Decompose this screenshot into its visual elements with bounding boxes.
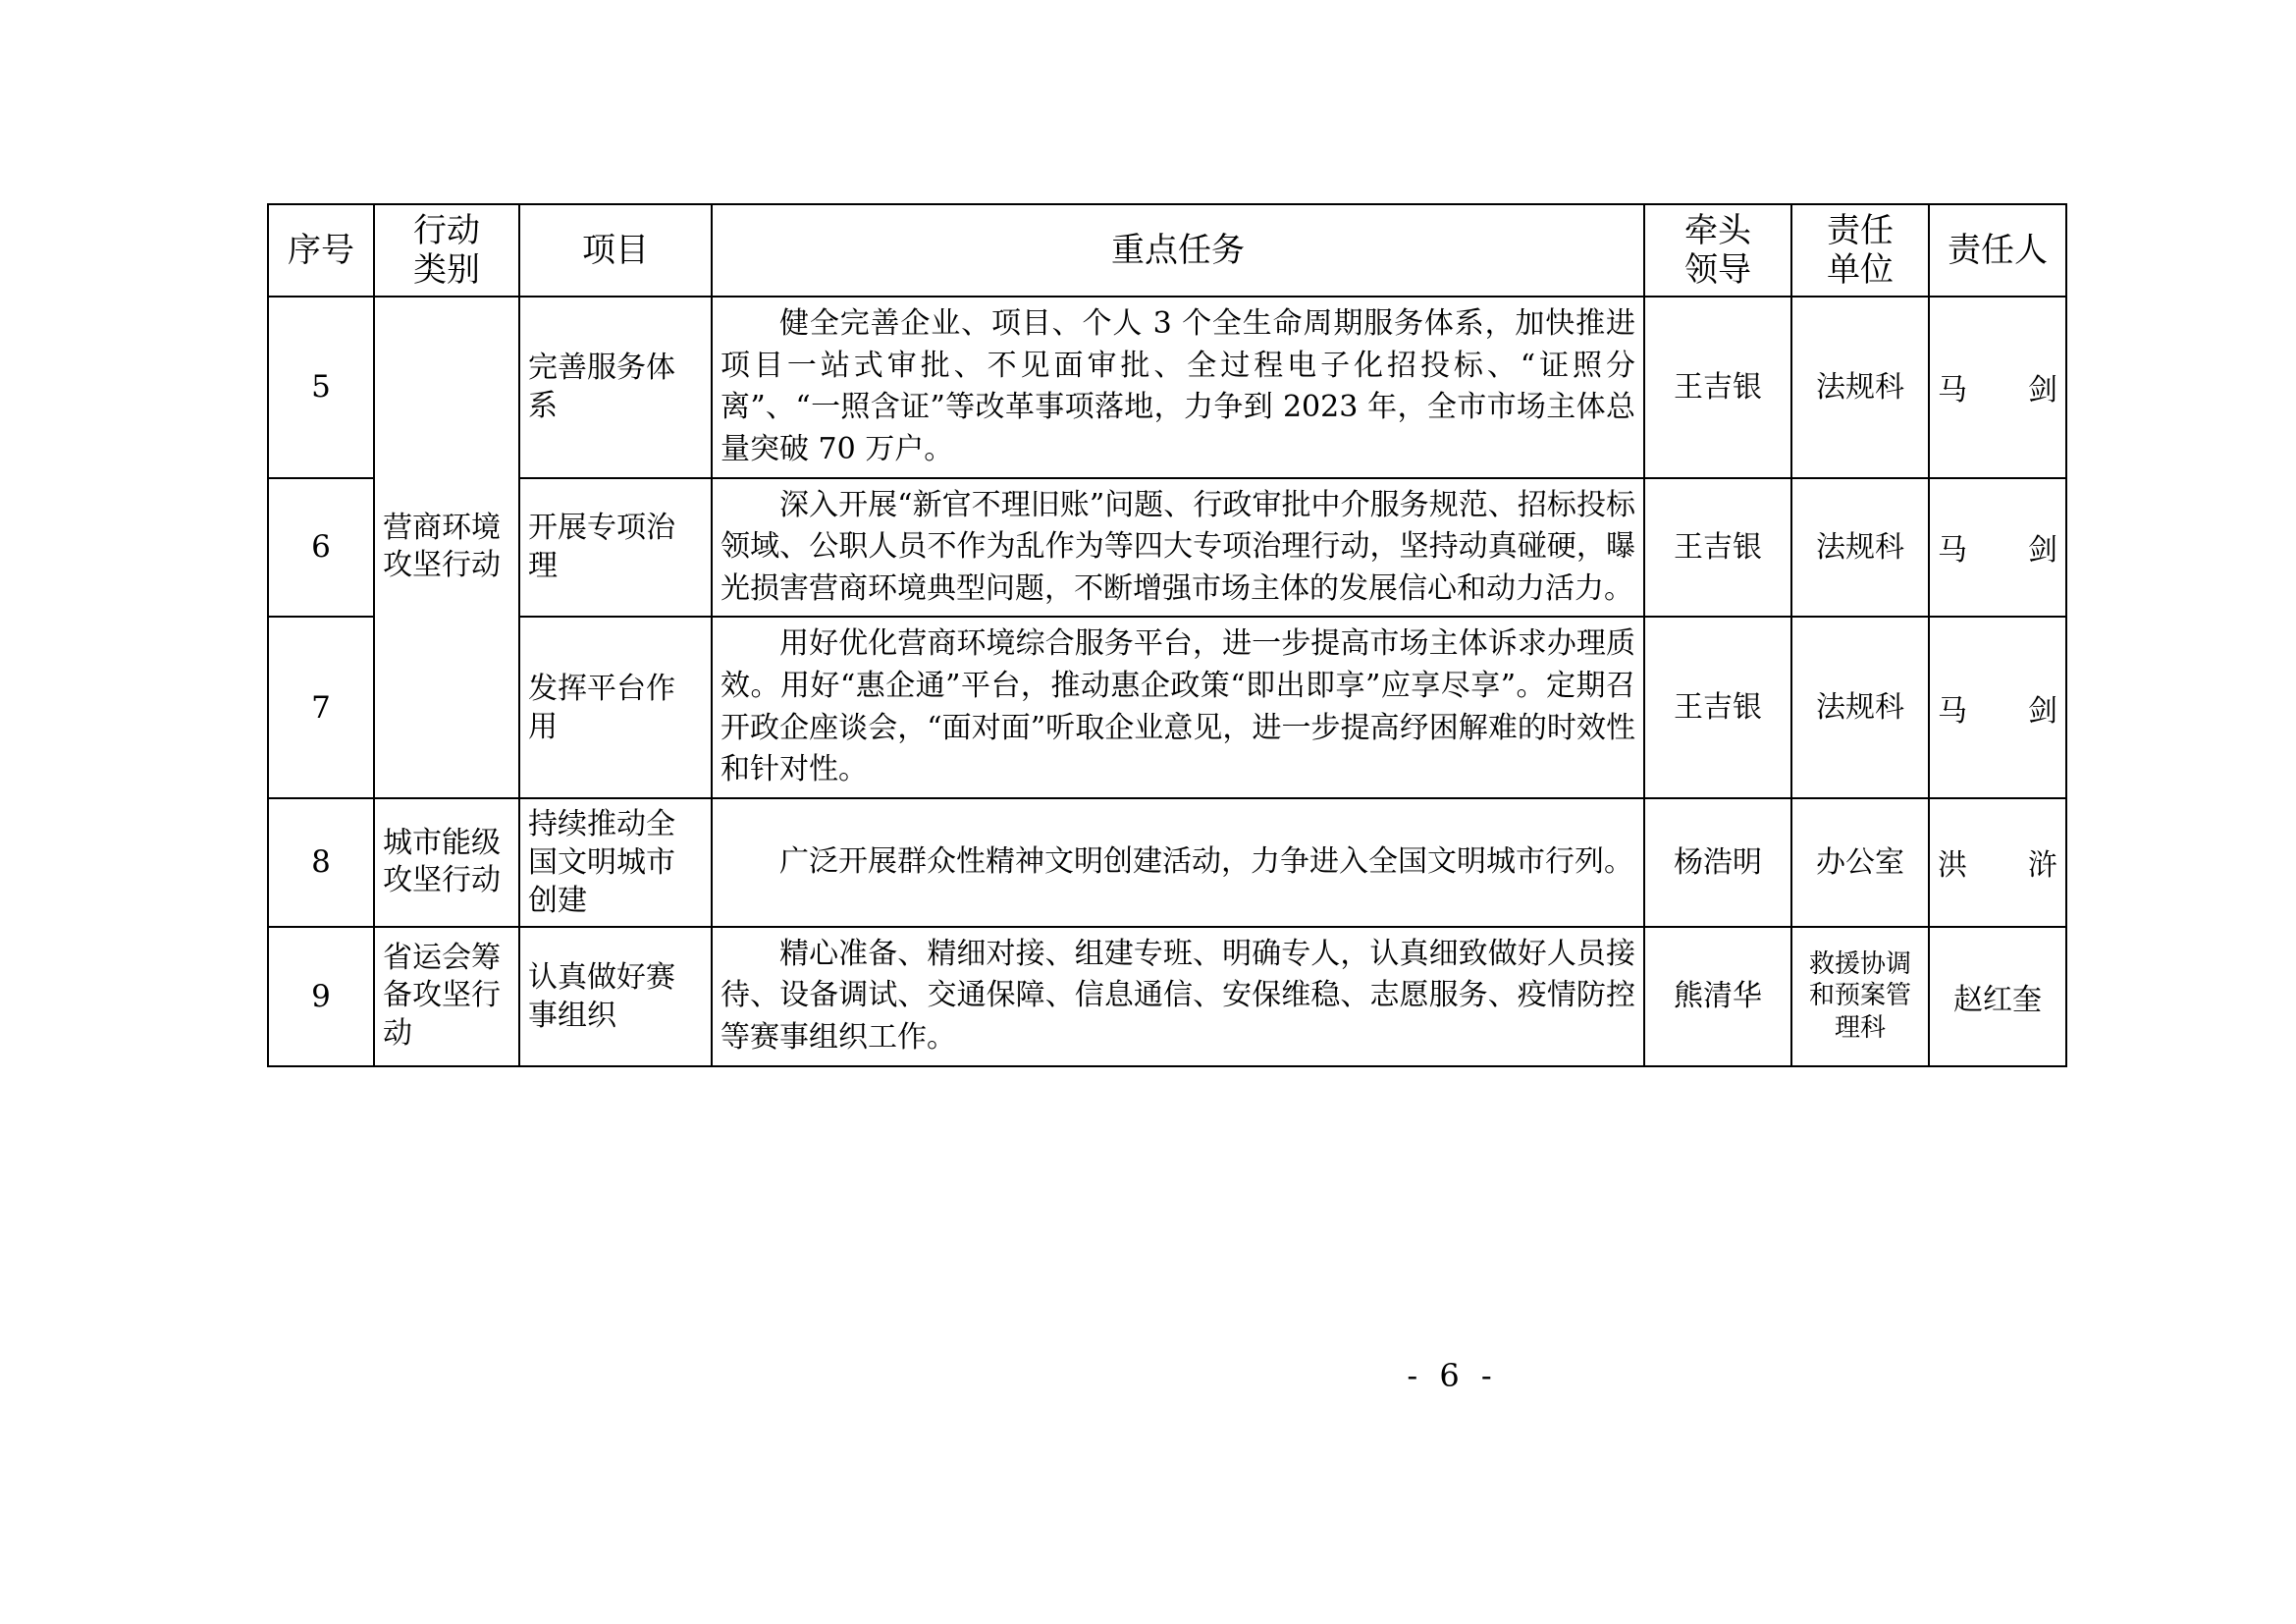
cell-project: 开展专项治理 [519, 478, 712, 618]
task-table-container [267, 203, 2057, 1067]
cell-task: 健全完善企业、项目、个人 3 个全生命周期服务体系，加快推进项目一站式审批、不见面审批、全过程电子化招投标、“证照分离”、“一照含证”等改革事项落地，力争到 2023 年，全市市场主体总量突破 70 万户。 [712, 297, 1644, 477]
cell-leader: 王吉银 [1644, 297, 1791, 477]
cell-unit: 办公室 [1791, 798, 1929, 927]
cell-unit: 法规科 [1791, 617, 1929, 797]
cell-project: 持续推动全国文明城市创建 [519, 798, 712, 927]
cell-leader: 王吉银 [1644, 478, 1791, 618]
cell-project: 完善服务体系 [519, 297, 712, 477]
task-table [267, 203, 2067, 1067]
header-category-line2: 类别 [413, 250, 480, 291]
header-leader-line1: 牵头 [1684, 211, 1751, 250]
table-row [268, 798, 2066, 927]
cell-leader: 王吉银 [1644, 617, 1791, 797]
cell-leader: 熊清华 [1644, 927, 1791, 1066]
table-body [268, 297, 2066, 1065]
cell-task: 精心准备、精细对接、组建专班、明确专人，认真细致做好人员接待、设备调试、交通保障、信息通信、安保维稳、志愿服务、疫情防控等赛事组织工作。 [712, 927, 1644, 1066]
cell-person: 马 剑 [1929, 478, 2066, 618]
cell-no: 7 [268, 617, 374, 797]
cell-person: 马 剑 [1929, 617, 2066, 797]
cell-unit: 法规科 [1791, 297, 1929, 477]
cell-no: 8 [268, 798, 374, 927]
header-cell-leader [1644, 204, 1791, 297]
header-unit-line1: 责任 [1827, 211, 1894, 250]
header-cell-no: 序号 [268, 204, 374, 297]
header-cell-task: 重点任务 [712, 204, 1644, 297]
table-row [268, 478, 2066, 618]
header-unit-line2: 单位 [1827, 250, 1894, 291]
cell-project: 认真做好赛事组织 [519, 927, 712, 1066]
cell-unit: 救援协调和预案管理科 [1791, 927, 1929, 1066]
cell-task: 用好优化营商环境综合服务平台，进一步提高市场主体诉求办理质效。用好“惠企通”平台，推动惠企政策“即出即享”应享尽享”。定期召开政企座谈会，“面对面”听取企业意见，进一步提高纾困解难的时效性和针对性。 [712, 617, 1644, 797]
table-header-row [268, 204, 2066, 297]
table-header [268, 204, 2066, 297]
cell-leader: 杨浩明 [1644, 798, 1791, 927]
cell-category: 城市能级攻坚行动 [374, 798, 519, 927]
table-row [268, 297, 2066, 477]
cell-no: 6 [268, 478, 374, 618]
header-leader-line2: 领导 [1684, 250, 1751, 291]
cell-task: 深入开展“新官不理旧账”问题、行政审批中介服务规范、招标投标领域、公职人员不作为乱作为等四大专项治理行动，坚持动真碰硬，曝光损害营商环境典型问题，不断增强市场主体的发展信心和动力活力。 [712, 478, 1644, 618]
cell-category: 营商环境攻坚行动 [374, 297, 519, 798]
header-cell-person: 责任人 [1929, 204, 2066, 297]
cell-no: 9 [268, 927, 374, 1066]
cell-task: 广泛开展群众性精神文明创建活动，力争进入全国文明城市行列。 [712, 798, 1644, 927]
header-cell-project: 项目 [519, 204, 712, 297]
page-number-text: - 6 - [1407, 1357, 1498, 1394]
table-row [268, 927, 2066, 1066]
cell-project: 发挥平台作用 [519, 617, 712, 797]
cell-person: 洪 浒 [1929, 798, 2066, 927]
cell-unit: 法规科 [1791, 478, 1929, 618]
cell-category: 省运会筹备攻坚行动 [374, 927, 519, 1066]
header-cell-unit [1791, 204, 1929, 297]
header-category-line1: 行动 [413, 211, 480, 250]
cell-no: 5 [268, 297, 374, 477]
page-number [0, 1357, 2296, 1394]
cell-person: 赵红奎 [1929, 927, 2066, 1066]
header-cell-category [374, 204, 519, 297]
cell-person: 马 剑 [1929, 297, 2066, 477]
table-row [268, 617, 2066, 797]
